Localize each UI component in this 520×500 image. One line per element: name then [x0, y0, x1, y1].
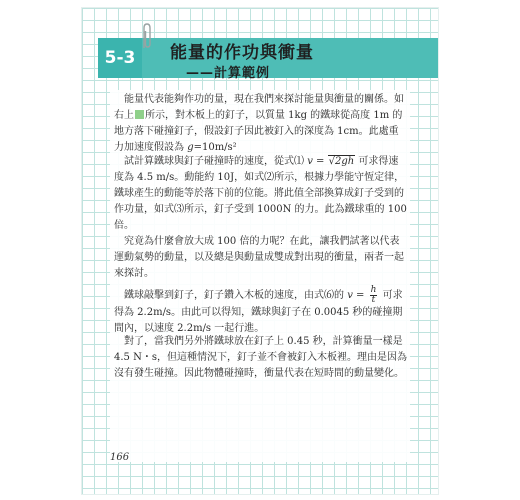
section-subtitle: ——計算範例: [186, 66, 271, 81]
fraction-h-over-t: [370, 286, 378, 305]
figure-marker-icon: [135, 110, 144, 119]
paragraph-3: [114, 234, 408, 280]
paragraph-3-text: 究竟為什麼會放大成 100 倍的力呢？在此，讓我們試著以代表運動氣勢的動量，以及總是與動量成雙成對出現的衝量，兩者一起來探討。: [114, 236, 404, 279]
paragraph-1-text-a: 能量代表能夠作功的量，現在我們來探討能量與衝量的關係。如右上: [114, 94, 404, 121]
velocity-symbol-2: v: [347, 290, 353, 301]
page-number: 166: [110, 452, 130, 463]
paragraph-2-text-b: 可求得速度為 4.5 m/s。動能約 10J，如式⑵所示，根據力學能守恆定律，鐵球產生的動能等於落下前的位能。將此值全部換算成釘子受到的作功量，如式⑶所示，釘子受到 1000N 的力。此為鐵球重的 100 倍。: [114, 156, 407, 231]
paragraph-2-text-a: 試計算鐵球與釘子碰撞時的速度，從式⑴: [124, 156, 308, 167]
section-number-tab: [98, 38, 142, 78]
paragraph-4-text-a: 鐵球敲擊到釘子，釘子鑽入木板的速度，由式⑹的: [124, 290, 348, 301]
paperclip-icon: [140, 22, 154, 52]
paragraph-1-text-c: =10m/s²: [193, 142, 237, 153]
paragraph-2: [114, 154, 408, 230]
fraction-numerator: h: [370, 285, 377, 295]
gravity-symbol: g: [187, 142, 194, 153]
sqrt-formula: √2gh: [328, 156, 355, 167]
section-number: 5-3: [104, 48, 136, 68]
paragraph-1: [114, 92, 408, 152]
paragraph-4-text-b: 可求得為 2.2m/s。由此可以得知，鐵球與釘子在 0.0045 秒的碰撞期間內，以速度 2.2m/s 一起行進。: [114, 290, 403, 334]
equals-sign: =: [312, 156, 328, 167]
velocity-symbol: v: [307, 156, 313, 167]
equals-sign-2: =: [352, 290, 368, 301]
paragraph-4: [114, 285, 408, 334]
paragraph-1-text-b: 所示，對木板上的釘子，以質量 1kg 的鐵球從高度 1m 的地方落下碰撞釘子，假設釘子因此被釘入的深度為 1cm。此處重力加速度假設為: [114, 110, 403, 153]
paragraph-5: [114, 334, 408, 382]
paragraph-5-text: 對了，當我們另外將鐵球放在釘子上 0.45 秒，計算衝量一樣是 4.5 N・s，但這種情況下，釘子並不會被釘入木板裡。理由是因為沒有發生碰撞。因此物體碰撞時，衝量代表在短時間的動量變化。: [114, 336, 407, 379]
fraction-denominator: t: [371, 295, 376, 305]
section-title: 能量的作功與衝量: [170, 43, 314, 63]
